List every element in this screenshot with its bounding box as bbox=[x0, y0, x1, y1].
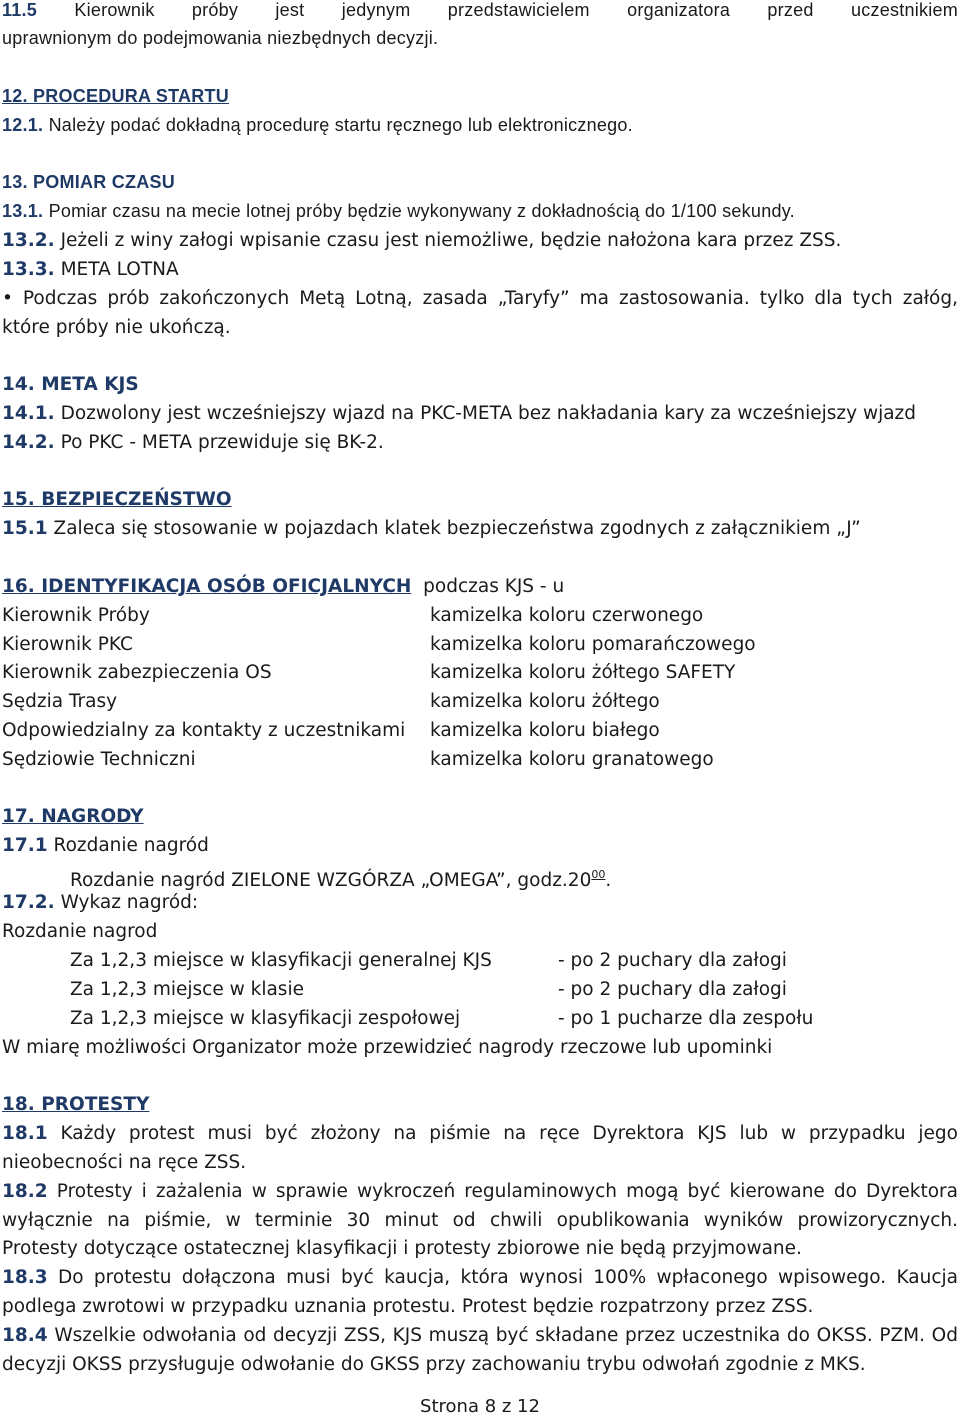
officials-row bbox=[2, 687, 958, 716]
section-heading-12 bbox=[2, 82, 958, 111]
paragraph-text: Jeżeli z winy załogi wpisanie czasu jest niemożliwe, będzie nałożona kara przez ZSS. bbox=[60, 230, 842, 251]
paragraph-text: Do protestu dołączona musi być kaucja, która wynosi 100% wpłaconego wpisowego. Kaucja bbox=[58, 1267, 958, 1288]
paragraph-number: 14.1. bbox=[2, 403, 55, 424]
paragraph-17-1 bbox=[2, 831, 958, 860]
paragraph-number: 18.1 bbox=[2, 1123, 48, 1144]
paragraph-number: 17.2. bbox=[2, 892, 55, 913]
vest-color: kamizelka koloru czerwonego bbox=[430, 605, 704, 626]
heading-text: 14. META KJS bbox=[2, 374, 139, 395]
prize-award: - po 1 pucharze dla zespołu bbox=[558, 1008, 814, 1029]
paragraph-text: Wykaz nagród: bbox=[60, 892, 199, 913]
paragraph-number: 13.2. bbox=[2, 230, 55, 251]
paragraph-18-1-line-2: nieobecności na ręce ZSS. bbox=[2, 1152, 247, 1173]
paragraph-text: Protesty i zażalenia w sprawie wykroczeń regulaminowych mogą być kierowane do Dyrektora bbox=[56, 1181, 958, 1202]
paragraph-number: 11.5 bbox=[2, 0, 38, 20]
officials-row bbox=[2, 658, 958, 687]
officials-row bbox=[2, 745, 958, 774]
prize-description: Za 1,2,3 miejsce w klasyfikacji generalnej KJS bbox=[70, 950, 492, 971]
prize-award: - po 2 puchary dla załogi bbox=[558, 950, 787, 971]
paragraph-text: Po PKC - META przewiduje się BK-2. bbox=[60, 432, 384, 453]
prize-row bbox=[2, 1004, 958, 1033]
paragraph-text: Rozdanie nagród bbox=[53, 835, 209, 856]
role-name: Kierownik zabezpieczenia OS bbox=[2, 662, 272, 683]
heading-suffix: podczas KJS - u bbox=[423, 576, 565, 597]
paragraph-text: Kierownik próby jest jedynym przedstawicielem organizatora przed uczestnikiem bbox=[74, 0, 958, 20]
paragraph-number: 18.4 bbox=[2, 1325, 48, 1346]
paragraph-number: 18.3 bbox=[2, 1267, 48, 1288]
heading-text: 16. IDENTYFIKACJA OSÓB OFICJALNYCH bbox=[2, 576, 412, 597]
heading-text: 15. BEZPIECZEŃSTWO bbox=[2, 489, 232, 510]
prize-description: Za 1,2,3 miejsce w klasyfikacji zespołowej bbox=[70, 1008, 461, 1029]
paragraph-text: META LOTNA bbox=[60, 259, 179, 280]
paragraph-number: 12.1. bbox=[2, 115, 44, 135]
paragraph-13-1 bbox=[2, 197, 958, 226]
ceremony-line bbox=[2, 860, 958, 889]
paragraph-text: Pomiar czasu na mecie lotnej próby będzie wykonywany z dokładnością do 1/100 sekundy. bbox=[48, 201, 795, 221]
paragraph-number: 14.2. bbox=[2, 432, 55, 453]
paragraph-text: Dozwolony jest wcześniejszy wjazd na PKC-META bez nakładania kary za wcześniejszy wjazd bbox=[60, 403, 917, 424]
vest-color: kamizelka koloru granatowego bbox=[430, 749, 714, 770]
paragraph-14-1 bbox=[2, 399, 958, 428]
section-heading-13 bbox=[2, 168, 958, 197]
prize-row bbox=[2, 975, 958, 1004]
paragraph-text: Wszelkie odwołania od decyzji ZSS, KJS muszą być składane przez uczestnika do OKSS. PZM. Od bbox=[54, 1325, 958, 1346]
vest-color: kamizelka koloru pomarańczowego bbox=[430, 634, 756, 655]
paragraph-13-2 bbox=[2, 226, 958, 255]
vest-color: kamizelka koloru białego bbox=[430, 720, 660, 741]
officials-row bbox=[2, 716, 958, 745]
paragraph-18-2-line-1 bbox=[2, 1177, 958, 1206]
paragraph-13-3 bbox=[2, 255, 958, 284]
paragraph-12-1 bbox=[2, 111, 958, 140]
role-name: Kierownik PKC bbox=[2, 634, 133, 655]
ceremony-end: . bbox=[605, 870, 612, 891]
paragraph-18-1-line-1 bbox=[2, 1119, 958, 1148]
role-name: Odpowiedzialny za kontakty z uczestnikami bbox=[2, 720, 406, 741]
paragraph-text: Zaleca się stosowanie w pojazdach klatek bezpieczeństwa zgodnych z załącznikiem „J” bbox=[53, 518, 861, 539]
officials-row bbox=[2, 630, 958, 659]
paragraph-number: 13.3. bbox=[2, 259, 55, 280]
ceremony-main: Rozdanie nagród ZIELONE WZGÓRZA „OMEGA”, godz.20 bbox=[70, 870, 592, 891]
prizes-note: W miarę możliwości Organizator może przewidzieć nagrody rzeczowe lub upominki bbox=[2, 1037, 773, 1058]
heading-text: 17. NAGRODY bbox=[2, 806, 144, 827]
paragraph-18-2-line-3: Protesty dotyczące ostatecznej klasyfikacji i protesty zbiorowe nie będą przyjmowane. bbox=[2, 1238, 802, 1259]
paragraph-number: 18.2 bbox=[2, 1181, 48, 1202]
prize-row bbox=[2, 946, 958, 975]
paragraph-number: 17.1 bbox=[2, 835, 48, 856]
section-heading-16 bbox=[2, 572, 958, 601]
paragraph-18-4-line-2: decyzji OKSS przysługuje odwołanie do GKSS przy zachowaniu trybu odwołań zgodnie z MKS. bbox=[2, 1354, 866, 1375]
role-name: Kierownik Próby bbox=[2, 605, 150, 626]
paragraph-number: 15.1 bbox=[2, 518, 48, 539]
bullet-line-2: które próby nie ukończą. bbox=[2, 317, 231, 338]
paragraph-text: Należy podać dokładną procedurę startu ręcznego lub elektronicznego. bbox=[48, 115, 633, 135]
paragraph-18-3-line-2: podlega zwrotowi w przypadku uznania protestu. Protest będzie rozpatrzony przez ZSS. bbox=[2, 1296, 814, 1317]
time-superscript: 00 bbox=[591, 868, 606, 881]
section-heading-14 bbox=[2, 370, 958, 399]
heading-text: 18. PROTESTY bbox=[2, 1094, 150, 1115]
section-heading-17 bbox=[2, 802, 958, 831]
heading-text: 13. POMIAR CZASU bbox=[2, 172, 176, 192]
bullet-line-1: • Podczas prób zakończonych Metą Lotną, zasada „Taryfy” ma zastosowania. tylko dla tych załóg, bbox=[2, 288, 958, 309]
officials-row bbox=[2, 601, 958, 630]
paragraph-15-1 bbox=[2, 514, 958, 543]
role-name: Sędziowie Techniczni bbox=[2, 749, 196, 770]
prize-award: - po 2 puchary dla załogi bbox=[558, 979, 787, 1000]
role-name: Sędzia Trasy bbox=[2, 691, 118, 712]
paragraph-17-2 bbox=[2, 888, 958, 917]
heading-text: 12. PROCEDURA STARTU bbox=[2, 86, 230, 106]
paragraph-11-5-line-1 bbox=[2, 0, 958, 25]
section-heading-18 bbox=[2, 1090, 958, 1119]
prize-list-title: Rozdanie nagrod bbox=[2, 921, 158, 942]
vest-color: kamizelka koloru żółtego SAFETY bbox=[430, 662, 736, 683]
paragraph-11-5-line-2: uprawnionym do podejmowania niezbędnych decyzji. bbox=[2, 28, 439, 48]
vest-color: kamizelka koloru żółtego bbox=[430, 691, 660, 712]
paragraph-number: 13.1. bbox=[2, 201, 44, 221]
paragraph-18-2-line-2: wyłącznie na piśmie, w terminie 30 minut od chwili opublikowania wyników prowizorycznych. bbox=[2, 1210, 958, 1231]
paragraph-18-3-line-1 bbox=[2, 1263, 958, 1292]
paragraph-18-4-line-1 bbox=[2, 1321, 958, 1350]
page-number-footer: Strona 8 z 12 bbox=[420, 1396, 540, 1417]
paragraph-text: Każdy protest musi być złożony na piśmie na ręce Dyrektora KJS lub w przypadku jego bbox=[60, 1123, 958, 1144]
paragraph-14-2 bbox=[2, 428, 958, 457]
prize-description: Za 1,2,3 miejsce w klasie bbox=[70, 979, 304, 1000]
section-heading-15 bbox=[2, 485, 958, 514]
